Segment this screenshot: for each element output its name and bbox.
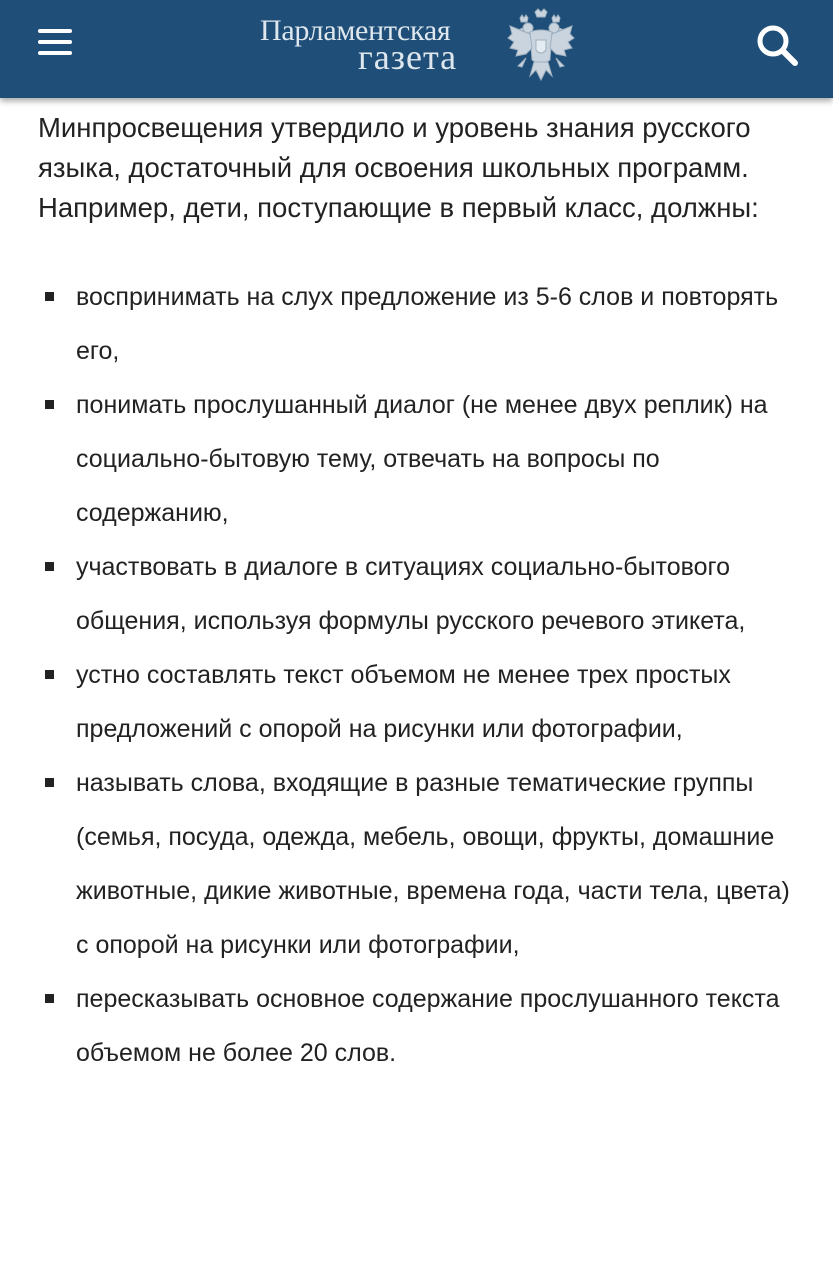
- bullet-icon: [45, 292, 54, 301]
- list-item-text: участвовать в диалоге в ситуациях социально-бытового общения, используя формулы русского речевого этикета,: [76, 553, 746, 635]
- hamburger-menu-icon[interactable]: [36, 24, 76, 60]
- list-item-text: понимать прослушанный диалог (не менее двух реплик) на социально-бытовую тему, отвечать на вопросы по содержанию,: [76, 391, 768, 527]
- list-item: [38, 540, 808, 648]
- list-item: [38, 648, 808, 756]
- article-intro-paragraph: Минпросвещения утвердило и уровень знания русского языка, достаточный для освоения школьных программ. Например, дети, поступающие в первый класс, должны:: [38, 112, 759, 223]
- menu-bar: [38, 51, 72, 55]
- bullet-icon: [45, 562, 54, 571]
- bullet-icon: [45, 778, 54, 787]
- site-logo[interactable]: [260, 8, 580, 88]
- menu-bar: [38, 29, 72, 33]
- bullet-icon: [45, 670, 54, 679]
- requirements-list: [38, 270, 808, 1080]
- list-item: [38, 270, 808, 378]
- search-icon[interactable]: [752, 20, 802, 70]
- menu-bar: [38, 40, 72, 44]
- list-item: [38, 972, 808, 1080]
- list-item-text: воспринимать на слух предложение из 5-6 слов и повторять его,: [76, 283, 779, 365]
- list-item: [38, 378, 808, 540]
- article-content: [38, 108, 808, 1080]
- logo-text-line2: газета: [358, 37, 458, 77]
- site-header: [0, 0, 833, 98]
- bullet-icon: [45, 994, 54, 1003]
- list-item-text: называть слова, входящие в разные тематические группы (семья, посуда, одежда, мебель, овощи, фрукты, домашние животные, дикие животные, времена года, части тела, цвета) с опорой на рисунки или фотографии,: [76, 769, 790, 959]
- bullet-icon: [45, 400, 54, 409]
- list-item-text: пересказывать основное содержание прослушанного текста объемом не более 20 слов.: [76, 985, 780, 1067]
- logo-text-line1: Парламентская: [260, 14, 451, 47]
- list-item-text: устно составлять текст объемом не менее трех простых предложений с опорой на рисунки или фотографии,: [76, 661, 731, 743]
- double-headed-eagle-icon: [506, 8, 576, 82]
- list-item: [38, 756, 808, 972]
